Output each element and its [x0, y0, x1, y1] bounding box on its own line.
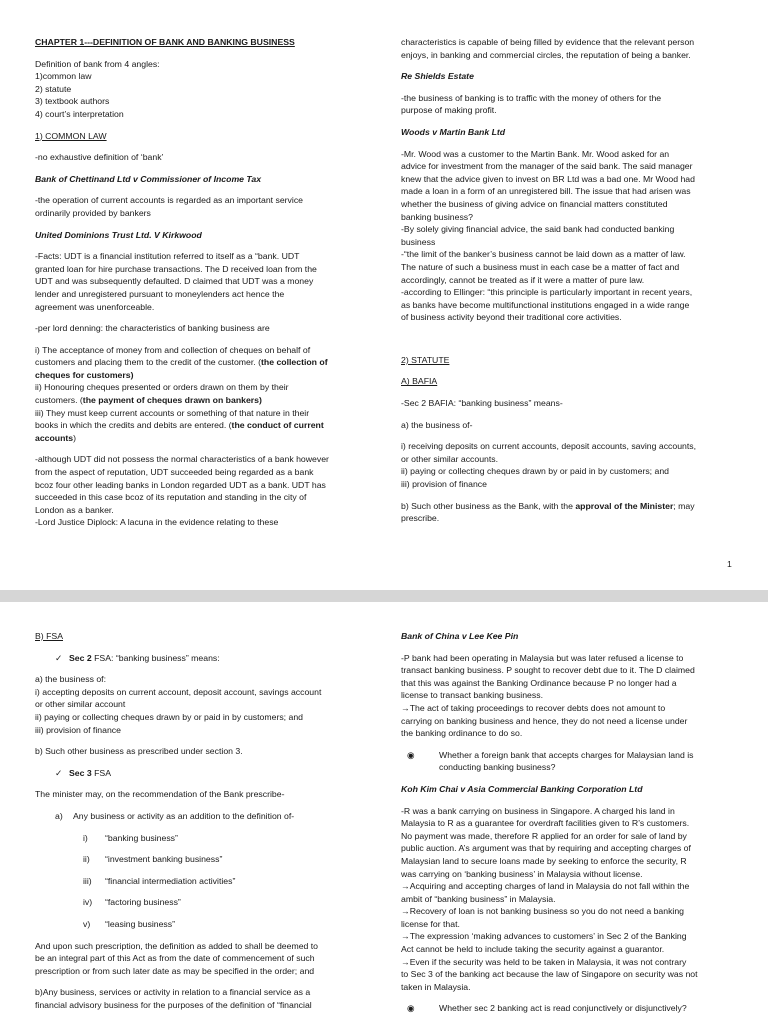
- chapter-title: CHAPTER 1---DEFINITION OF BANK AND BANKING BUSINESS: [35, 37, 295, 47]
- paragraph-line: prescribe.: [401, 513, 440, 524]
- page-number: 1: [727, 559, 732, 569]
- heading-statute: 2) STATUTE: [401, 354, 450, 365]
- page-separator: [0, 590, 768, 602]
- page2-right-column: [401, 630, 741, 1015]
- paragraph-line: b)Any business, services or activity in relation to a financial service as a: [35, 987, 311, 998]
- heading-common-law: 1) COMMON LAW: [35, 130, 107, 141]
- roman-item: i) “banking business”: [83, 832, 178, 843]
- paragraph-line: No payment was made, therefore R applied for an order for sale of land by: [401, 830, 687, 841]
- page1-right-column: [401, 36, 741, 525]
- paragraph-line: agreement was unenforceable.: [35, 301, 155, 312]
- paragraph-line: financial advisory business for the purposes of the definition of “financial: [35, 999, 312, 1010]
- paragraph-line: UDT and was subsequently defaulted. D claimed that UDT was a money: [35, 276, 314, 287]
- checkmark-icon: ✓: [55, 767, 63, 778]
- paragraph-line: customers. (the payment of cheques drawn on bankers): [35, 395, 262, 406]
- paragraph-line: or other similar account: [35, 699, 126, 710]
- paragraph-line: And upon such prescription, the definition as added to shall be deemed to: [35, 940, 319, 951]
- target-bullet-icon: ◉: [407, 1003, 415, 1014]
- paragraph-line: granted loan for hire purchase transactions. The D received loan from the: [35, 263, 317, 274]
- paragraph-line: to Sec 3 of the banking act because the law of Singapore on security was not: [401, 969, 698, 980]
- paragraph-line: business: [401, 236, 436, 247]
- paragraph-line: prescription or from such later date as may be specified in the order; and: [35, 965, 315, 976]
- case-name: Woods v Martin Bank Ltd: [401, 126, 506, 137]
- paragraph-line: purpose of making profit.: [401, 105, 497, 116]
- paragraph: -no exhaustive definition of ‘bank’: [35, 152, 164, 163]
- paragraph-line: be an integral part of this Act as from the date of commencement of such: [35, 953, 315, 964]
- paragraph-line: customers and placing them to the credit of the customer. (the collection of: [35, 357, 328, 368]
- paragraph-line: lender and unregistered pursuant to moneylenders act hence the: [35, 288, 285, 299]
- paragraph-line: bcoz four other leading banks in London regarded UDT as a bank. UDT has: [35, 479, 326, 490]
- paragraph-line: from the aspect of reputation, UDT succeeded being regarded as a bank: [35, 467, 314, 478]
- question-item: ◉ Whether a foreign bank that accepts charges for Malaysian land is: [407, 749, 694, 760]
- question-item-cont: conducting banking business?: [439, 762, 556, 773]
- page1-left-column: [35, 36, 367, 529]
- paragraph-line: transact banking business. P sought to recover debt due to it. The D claimed: [401, 665, 695, 676]
- list-item: a) Any business or activity as an addition to the definition of-: [55, 810, 295, 821]
- paragraph: b) Such other business as prescribed under section 3.: [35, 746, 243, 757]
- paragraph-line: Malaysian land to secure loans made by seeking to enforce the security, R: [401, 855, 687, 866]
- paragraph-line: →Recovery of loan is not banking business so you do not need a banking: [401, 906, 685, 917]
- question-item: ◉ Whether sec 2 banking act is read conjunctively or disjunctively?: [407, 1003, 687, 1014]
- paragraph-line: as banks have become multifunctional institutions engaged in a wide range: [401, 299, 690, 310]
- case-name: Re Shields Estate: [401, 71, 474, 82]
- paragraph-line: accounts): [35, 432, 77, 443]
- intro-line: Definition of bank from 4 angles:: [35, 58, 160, 69]
- paragraph-line: -although UDT did not possess the normal characteristics of a bank however: [35, 454, 329, 465]
- paragraph-line: ordinarily provided by bankers: [35, 207, 151, 218]
- paragraph-line: →The expression ‘making advances to customers’ in Sec 2 of the Banking: [401, 931, 687, 942]
- paragraph-line: advice for investment from the manager of the said bank. The said manager: [401, 161, 693, 172]
- paragraph-line: -“the limit of the banker’s business cannot be laid down as a matter of law.: [401, 249, 686, 260]
- paragraph-line: ambit of “banking business” in Malaysia.: [401, 893, 556, 904]
- paragraph-line: -Mr. Wood was a customer to the Martin Bank. Mr. Wood asked for an: [401, 148, 670, 159]
- heading-fsa: B) FSA: [35, 631, 63, 641]
- case-name: United Dominions Trust Ltd. V Kirkwood: [35, 229, 202, 240]
- paragraph-line: iii) They must keep current accounts or something of that nature in their: [35, 407, 310, 418]
- paragraph: The minister may, on the recommendation of the Bank prescribe-: [35, 789, 285, 800]
- paragraph-line: was carrying on ‘banking business’ in Malaysia without license.: [401, 868, 643, 879]
- paragraph-line: -the operation of current accounts is regarded as an important service: [35, 195, 304, 206]
- paragraph-line: -Facts: UDT is a financial institution referred to itself as a “bank. UDT: [35, 251, 300, 262]
- paragraph-line: taken in Malaysia.: [401, 981, 471, 992]
- paragraph-line: ii) Honouring cheques presented or orders drawn on them by their: [35, 382, 289, 393]
- roman-item: v) “leasing business”: [83, 918, 176, 929]
- roman-item: iv) “factoring business”: [83, 897, 181, 908]
- paragraph-line: →Even if the security was held to be taken in Malaysia, it was not contrary: [401, 956, 687, 967]
- paragraph-line: license for that.: [401, 918, 460, 929]
- paragraph-line: ii) paying or collecting cheques drawn by or paid in by customers; and: [401, 466, 670, 477]
- paragraph-line: the banking ordinance to do so.: [401, 728, 523, 739]
- paragraph-line: banking business?: [401, 211, 473, 222]
- paragraph-line: The nature of such a business must in each case be a matter of fact and: [401, 261, 680, 272]
- paragraph-line: -Lord Justice Diplock: A lacuna in the evidence relating to these: [35, 517, 279, 528]
- checklist-item: ✓ Sec 2 FSA: “banking business” means:: [55, 652, 220, 663]
- paragraph-line: i) The acceptance of money from and collection of cheques on behalf of: [35, 344, 311, 355]
- paragraph-line: made a loan in a form of an unregistered bill. The issue that had arisen was: [401, 186, 691, 197]
- paragraph: -per lord denning: the characteristics of banking business are: [35, 323, 270, 334]
- paragraph-line: characteristics is capable of being filled by evidence that the relevant person: [401, 37, 695, 47]
- paragraph-line: -P bank had been operating in Malaysia but was later refused a license to: [401, 652, 684, 663]
- case-name: Bank of Chettinand Ltd v Commissioner of Income Tax: [35, 173, 262, 184]
- paragraph-line: of business activity beyond their traditional core activities.: [401, 312, 622, 323]
- paragraph-line: Act cannot be held to include taking the security against a guarantor.: [401, 944, 665, 955]
- paragraph-line: cheques for customers): [35, 369, 134, 380]
- intro-line: 2) statute: [35, 83, 72, 94]
- paragraph-line: books in which the credits and debits are entered. (the conduct of current: [35, 420, 324, 431]
- paragraph-line: i) receiving deposits on current accounts, deposit accounts, saving accounts,: [401, 441, 697, 452]
- paragraph-line: enjoys, in banking and commercial circles, the reputation of being a banker.: [401, 49, 691, 60]
- heading-bafia: A) BAFIA: [401, 376, 438, 387]
- paragraph-line: London as a banker.: [35, 504, 114, 515]
- paragraph-line: ii) paying or collecting cheques drawn by or paid in by customers; and: [35, 711, 304, 722]
- page2-left-column: [35, 630, 365, 1011]
- paragraph-line: -the business of banking is to traffic with the money of others for the: [401, 92, 662, 103]
- paragraph: a) the business of-: [401, 419, 473, 430]
- intro-line: 1)common law: [35, 71, 92, 82]
- paragraph-line: accordingly, cannot be treated as if it were a matter of pure law.: [401, 274, 645, 285]
- intro-line: 3) textbook authors: [35, 96, 110, 107]
- paragraph-line: i) accepting deposits on current account, deposit account, savings account: [35, 686, 322, 697]
- checklist-item: ✓ Sec 3 FSA: [55, 767, 112, 778]
- paragraph-line: license to transact banking business.: [401, 690, 543, 701]
- paragraph-line: a) the business of:: [35, 674, 106, 685]
- paragraph-line: or other similar accounts.: [401, 453, 499, 464]
- paragraph-line: that this was against the Banking Ordinance because P no longer had a: [401, 677, 677, 688]
- paragraph-line: whether the business of giving advice on financial matters constituted: [401, 198, 668, 209]
- paragraph-line: →Acquiring and accepting charges of land in Malaysia do not fall within the: [401, 881, 690, 892]
- case-name: Bank of China v Lee Kee Pin: [401, 631, 519, 641]
- paragraph-line: -R was a bank carrying on business in Singapore. A charged his land in: [401, 805, 675, 816]
- roman-item: iii) “financial intermediation activities”: [83, 875, 236, 886]
- paragraph: -Sec 2 BAFIA: “banking business” means-: [401, 398, 563, 409]
- paragraph-line: iii) provision of finance: [35, 724, 121, 735]
- paragraph-line: -according to Ellinger: “this principle is particularly important in recent years,: [401, 287, 693, 298]
- checkmark-icon: ✓: [55, 652, 63, 663]
- paragraph-line: -By solely giving financial advice, the said bank had conducted banking: [401, 224, 675, 235]
- paragraph-line: b) Such other business as the Bank, with the approval of the Minister; may: [401, 500, 695, 511]
- case-name: Koh Kim Chai v Asia Commercial Banking Corporation Ltd: [401, 783, 643, 794]
- paragraph-line: Malaysia to R as a guarantee for overdraft facilities given to R’s customers.: [401, 818, 690, 829]
- paragraph-line: →The act of taking proceedings to recover debts does not amount to: [401, 702, 666, 713]
- roman-item: ii) “investment banking business”: [83, 854, 223, 865]
- paragraph-line: knew that the advice given to invest on BR Ltd was a bad one. Mr Wood had: [401, 173, 695, 184]
- paragraph-line: carrying on banking business and hence, they do not need a license under: [401, 715, 688, 726]
- paragraph-line: iii) provision of finance: [401, 479, 487, 490]
- paragraph-line: succeeded in this case bcoz of its reputation and standing in the city of: [35, 492, 307, 503]
- intro-line: 4) court’s interpretation: [35, 108, 124, 119]
- target-bullet-icon: ◉: [407, 749, 415, 760]
- paragraph-line: public auction. A’s argument was that by requiring and accepting charges of: [401, 843, 691, 854]
